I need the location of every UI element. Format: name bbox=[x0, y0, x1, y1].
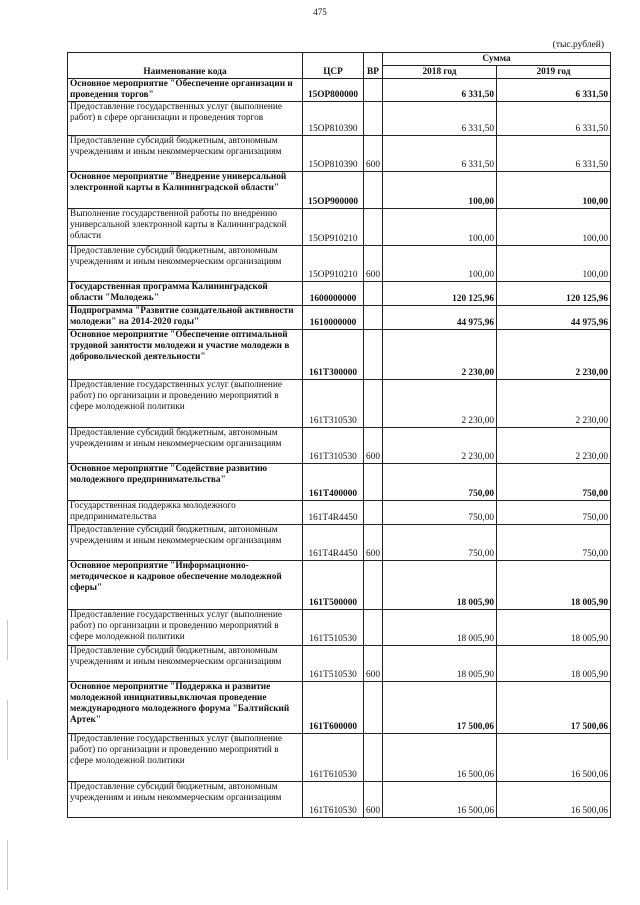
row-amount-2018: 2 230,00 bbox=[383, 380, 497, 428]
row-name: Предоставление субсидий бюджетным, автономным учреждениям и иным некоммерческим организациям bbox=[68, 136, 303, 172]
row-csr: 161Т510530 bbox=[303, 610, 364, 646]
row-csr: 161Т600000 bbox=[303, 682, 364, 734]
table-row bbox=[68, 561, 611, 610]
table-row bbox=[68, 682, 611, 734]
row-name: Предоставление государственных услуг (выполнение работ) по организации и проведению мероприятий в сфере молодежной политики bbox=[68, 380, 303, 428]
row-amount-2018: 120 125,96 bbox=[383, 282, 497, 306]
table-row bbox=[68, 330, 611, 380]
row-csr: 161Т310530 bbox=[303, 380, 364, 428]
row-csr: 15OР810390 bbox=[303, 136, 364, 172]
row-name: Основное мероприятие "Внедрение универсальной электронной карты в Калининградской области" bbox=[68, 172, 303, 209]
row-csr: 161Т310530 bbox=[303, 428, 364, 464]
row-vr bbox=[364, 172, 383, 209]
row-amount-2019: 2 230,00 bbox=[497, 428, 611, 464]
row-amount-2018: 2 230,00 bbox=[383, 428, 497, 464]
table-row bbox=[68, 172, 611, 209]
row-csr: 161Т610530 bbox=[303, 734, 364, 782]
row-amount-2018: 100,00 bbox=[383, 172, 497, 209]
row-vr: 600 bbox=[364, 782, 383, 818]
row-csr: 15OР900000 bbox=[303, 172, 364, 209]
header-2019: 2019 год bbox=[497, 66, 611, 79]
row-amount-2018: 44 975,96 bbox=[383, 306, 497, 330]
row-vr bbox=[364, 610, 383, 646]
row-name: Выполнение государственной работы по внедрению универсальной электронной карты в Калининградской области bbox=[68, 209, 303, 246]
row-name: Предоставление субсидий бюджетным, автономным учреждениям и иным некоммерческим организациям bbox=[68, 428, 303, 464]
table-row bbox=[68, 610, 611, 646]
row-vr bbox=[364, 464, 383, 501]
row-name: Основное мероприятие "Обеспечение организации и проведения торгов" bbox=[68, 79, 303, 102]
scan-margin-mark bbox=[7, 840, 8, 890]
row-vr bbox=[364, 734, 383, 782]
budget-table bbox=[67, 52, 611, 818]
row-amount-2019: 100,00 bbox=[497, 246, 611, 282]
row-name: Предоставление субсидий бюджетным, автономным учреждениям и иным некоммерческим организациям bbox=[68, 646, 303, 682]
row-name: Предоставление государственных услуг (выполнение работ) в сфере организации и проведения торгов bbox=[68, 102, 303, 136]
header-csr: ЦСР bbox=[303, 53, 364, 79]
row-vr bbox=[364, 209, 383, 246]
row-csr: 161Т4R4450 bbox=[303, 501, 364, 525]
row-vr: 600 bbox=[364, 136, 383, 172]
header-vr: ВР bbox=[364, 53, 383, 79]
row-vr bbox=[364, 561, 383, 610]
row-amount-2019: 100,00 bbox=[497, 209, 611, 246]
row-name: Предоставление государственных услуг (выполнение работ) по организации и проведению мероприятий в сфере молодежной политики bbox=[68, 610, 303, 646]
table-body bbox=[68, 79, 611, 818]
row-csr: 15OР910210 bbox=[303, 209, 364, 246]
row-vr bbox=[364, 682, 383, 734]
row-amount-2018: 16 500,06 bbox=[383, 782, 497, 818]
table-row bbox=[68, 209, 611, 246]
table-row bbox=[68, 136, 611, 172]
row-amount-2018: 750,00 bbox=[383, 501, 497, 525]
table-row bbox=[68, 306, 611, 330]
header-sum: Сумма bbox=[383, 53, 611, 66]
table-row bbox=[68, 282, 611, 306]
header-2018: 2018 год bbox=[383, 66, 497, 79]
row-vr: 600 bbox=[364, 428, 383, 464]
row-amount-2019: 750,00 bbox=[497, 501, 611, 525]
row-vr bbox=[364, 102, 383, 136]
row-csr: 15OР800000 bbox=[303, 79, 364, 102]
row-amount-2019: 16 500,06 bbox=[497, 782, 611, 818]
table-row bbox=[68, 734, 611, 782]
row-csr: 161Т4R4450 bbox=[303, 525, 364, 561]
scan-margin-mark bbox=[7, 620, 8, 660]
row-amount-2019: 18 005,90 bbox=[497, 610, 611, 646]
row-name: Основное мероприятие "Обеспечение оптимальной трудовой занятости молодежи и участие молодежи в добровольческой деятельности" bbox=[68, 330, 303, 380]
row-csr: 15OР910210 bbox=[303, 246, 364, 282]
row-amount-2019: 17 500,06 bbox=[497, 682, 611, 734]
row-vr bbox=[364, 306, 383, 330]
table-row bbox=[68, 428, 611, 464]
row-amount-2018: 17 500,06 bbox=[383, 682, 497, 734]
table-row bbox=[68, 79, 611, 102]
row-amount-2019: 6 331,50 bbox=[497, 102, 611, 136]
row-csr: 1610000000 bbox=[303, 306, 364, 330]
row-name: Основное мероприятие "Информационно-методическое и кадровое обеспечение молодежной сферы" bbox=[68, 561, 303, 610]
row-name: Предоставление государственных услуг (выполнение работ) по организации и проведению мероприятий в сфере молодежной политики bbox=[68, 734, 303, 782]
row-amount-2019: 6 331,50 bbox=[497, 79, 611, 102]
row-amount-2018: 18 005,90 bbox=[383, 561, 497, 610]
row-csr: 161Т500000 bbox=[303, 561, 364, 610]
units-label: (тыс.рублей) bbox=[552, 40, 604, 50]
row-vr: 600 bbox=[364, 525, 383, 561]
row-vr bbox=[364, 501, 383, 525]
row-amount-2018: 16 500,06 bbox=[383, 734, 497, 782]
row-amount-2018: 18 005,90 bbox=[383, 646, 497, 682]
row-amount-2019: 750,00 bbox=[497, 525, 611, 561]
row-amount-2019: 120 125,96 bbox=[497, 282, 611, 306]
table-row bbox=[68, 246, 611, 282]
row-csr: 1600000000 bbox=[303, 282, 364, 306]
row-name: Предоставление субсидий бюджетным, автономным учреждениям и иным некоммерческим организациям bbox=[68, 246, 303, 282]
row-vr bbox=[364, 330, 383, 380]
row-vr: 600 bbox=[364, 246, 383, 282]
table-row bbox=[68, 102, 611, 136]
row-amount-2019: 2 230,00 bbox=[497, 330, 611, 380]
row-vr: 600 bbox=[364, 646, 383, 682]
row-vr bbox=[364, 79, 383, 102]
row-name: Государственная поддержка молодежного предпринимательства bbox=[68, 501, 303, 525]
row-csr: 15OР810390 bbox=[303, 102, 364, 136]
row-amount-2018: 6 331,50 bbox=[383, 102, 497, 136]
row-amount-2019: 16 500,06 bbox=[497, 734, 611, 782]
row-amount-2019: 100,00 bbox=[497, 172, 611, 209]
row-amount-2018: 18 005,90 bbox=[383, 610, 497, 646]
row-amount-2019: 2 230,00 bbox=[497, 380, 611, 428]
row-amount-2018: 2 230,00 bbox=[383, 330, 497, 380]
row-name: Предоставление субсидий бюджетным, автономным учреждениям и иным некоммерческим организациям bbox=[68, 782, 303, 818]
scan-margin-mark bbox=[7, 700, 8, 760]
header-name: Наименование кода bbox=[68, 53, 303, 79]
table-row bbox=[68, 525, 611, 561]
table-row bbox=[68, 380, 611, 428]
row-amount-2018: 6 331,50 bbox=[383, 136, 497, 172]
row-amount-2018: 6 331,50 bbox=[383, 79, 497, 102]
row-amount-2019: 18 005,90 bbox=[497, 646, 611, 682]
row-amount-2019: 6 331,50 bbox=[497, 136, 611, 172]
row-name: Основное мероприятие "Содействие развитию молодежного предпринимательства" bbox=[68, 464, 303, 501]
row-amount-2018: 100,00 bbox=[383, 246, 497, 282]
row-amount-2018: 100,00 bbox=[383, 209, 497, 246]
row-csr: 161Т300000 bbox=[303, 330, 364, 380]
table-row bbox=[68, 646, 611, 682]
row-amount-2019: 750,00 bbox=[497, 464, 611, 501]
row-amount-2018: 750,00 bbox=[383, 525, 497, 561]
row-csr: 161Т610530 bbox=[303, 782, 364, 818]
table-row bbox=[68, 501, 611, 525]
row-name: Предоставление субсидий бюджетным, автономным учреждениям и иным некоммерческим организациям bbox=[68, 525, 303, 561]
row-amount-2019: 18 005,90 bbox=[497, 561, 611, 610]
row-name: Подпрограмма "Развитие созидательной активности молодежи" на 2014-2020 годы" bbox=[68, 306, 303, 330]
table-row bbox=[68, 464, 611, 501]
table-row bbox=[68, 782, 611, 818]
row-amount-2018: 750,00 bbox=[383, 464, 497, 501]
row-name: Государственная программа Калининградской области "Молодежь" bbox=[68, 282, 303, 306]
row-name: Основное мероприятие "Поддержка и развитие молодежной инициативы,включая проведение международного молодежного форума "Балтийский Артек" bbox=[68, 682, 303, 734]
row-csr: 161Т400000 bbox=[303, 464, 364, 501]
row-csr: 161Т510530 bbox=[303, 646, 364, 682]
page-number: 475 bbox=[313, 7, 327, 17]
row-amount-2019: 44 975,96 bbox=[497, 306, 611, 330]
row-vr bbox=[364, 282, 383, 306]
row-vr bbox=[364, 380, 383, 428]
